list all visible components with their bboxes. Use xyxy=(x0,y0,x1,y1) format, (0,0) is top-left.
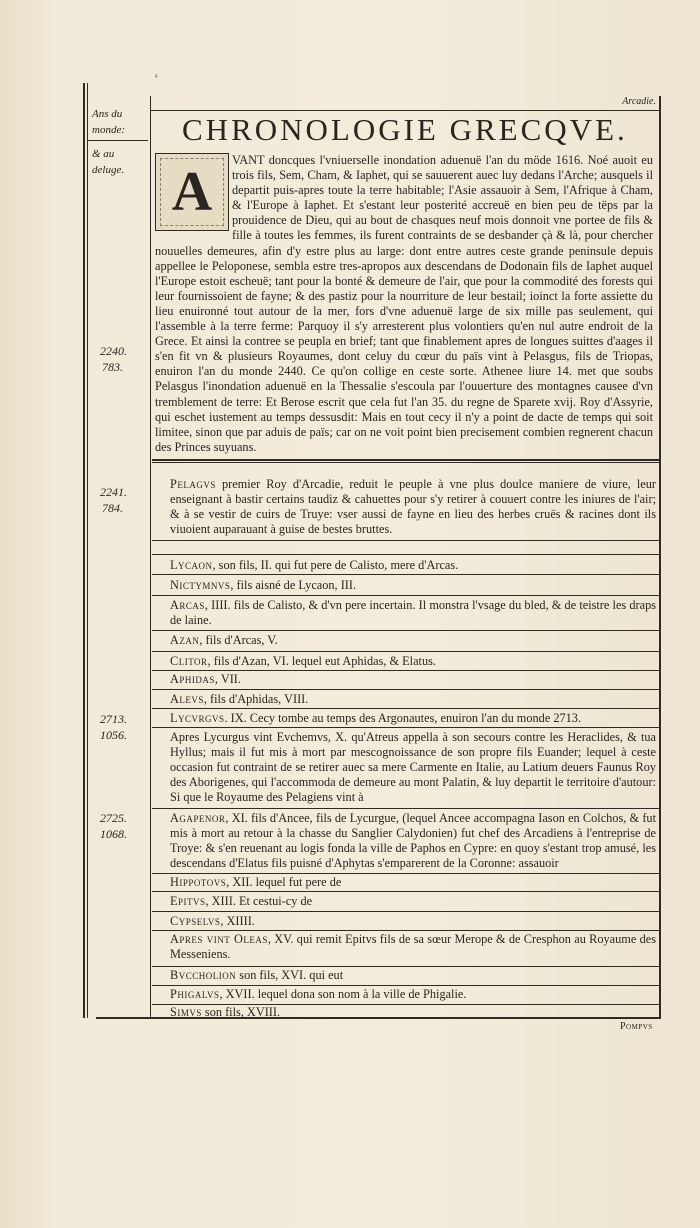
entry-rule xyxy=(152,554,659,555)
entry-simus xyxy=(170,1005,656,1020)
entry-text: , fils aisné de Lycaon, III. xyxy=(230,578,357,592)
entry-rule xyxy=(152,930,659,931)
king-name: Simvs xyxy=(170,1005,202,1019)
king-name: Hippotovs xyxy=(170,875,227,889)
year-deluge: 1068. xyxy=(100,827,127,841)
king-name: Lycaon xyxy=(170,558,213,572)
entry-clitor xyxy=(170,654,656,669)
entry-text: , XIII. Et cestui-cy de xyxy=(205,894,313,908)
frame-rule-left xyxy=(83,83,85,1018)
king-name: Arcas xyxy=(170,598,205,612)
entry-text: , IIII. fils de Calisto, & d'vn pere incertain. Il monstra l'vsage du bled, & de teistre les draps de laine. xyxy=(170,598,656,627)
king-name: Apres vint Oleas xyxy=(170,932,268,946)
entry-epitus xyxy=(170,894,656,909)
entry-rule xyxy=(152,985,659,986)
entry-text: , XI. fils d'Ancee, fils de Lycurgue, (lequel Ancee accompagna Iason en Colchos, & fut mis à mort au retour à la chasse du Sanglier Calydonien) fut chef des Arcadiens à l'entreprise de Troye: & s'en reuenant au logis fonda la ville de Paphos en Cypre: en quoy s'estant trop amusé, les descendans d'Elatus fils puisné d'Aphytas s'emparerent de la Coronne: assauoir xyxy=(170,811,656,870)
frame-rule-right xyxy=(659,96,661,1017)
catchword: Pompvs xyxy=(620,1021,653,1032)
king-name: Epitvs xyxy=(170,894,206,908)
entry-text: son fils, XVI. qui eut xyxy=(236,968,344,982)
king-name: Lycvrgvs xyxy=(170,711,225,725)
entry-rule xyxy=(152,808,659,809)
king-name: Bvccholion xyxy=(170,968,237,982)
year-deluge: 783. xyxy=(102,360,123,374)
king-name: Aphidas xyxy=(170,672,215,686)
entry-nictymnus xyxy=(170,578,656,593)
margin-heading-rule xyxy=(88,140,148,141)
entry-text: , fils d'Azan, VI. lequel eut Aphidas, & Elatus. xyxy=(207,654,436,668)
entry-text: , son fils, II. qui fut pere de Calisto, mere d'Arcas. xyxy=(212,558,459,572)
entry-oleas xyxy=(170,932,656,962)
king-name: Nictymnvs xyxy=(170,578,231,592)
entry-cypselus xyxy=(170,914,656,929)
frame-rule-top xyxy=(150,110,660,111)
entry-phigalus xyxy=(170,987,656,1002)
entry-hippotous xyxy=(170,875,656,890)
ink-mark: ‘ xyxy=(154,72,159,87)
king-name: Alevs xyxy=(170,692,204,706)
year-world: 2725. xyxy=(100,811,127,825)
entry-rule xyxy=(152,727,659,728)
entry-rule xyxy=(152,873,659,874)
entry-text: , VII. xyxy=(214,672,241,686)
margin-year xyxy=(100,484,150,516)
king-name: Pelagvs xyxy=(170,477,216,491)
entry-aphidas xyxy=(170,672,656,687)
entry-rule xyxy=(152,891,659,892)
margin-year xyxy=(100,343,150,375)
page-title: CHRONOLOGIE GRECQVE. xyxy=(182,112,628,147)
king-name: Phigalvs xyxy=(170,987,220,1001)
entry-rule xyxy=(152,540,659,541)
entry-azan xyxy=(170,633,656,648)
entry-rule xyxy=(152,966,659,967)
king-name: Azan xyxy=(170,633,200,647)
entry-text: premier Roy d'Arcadie, reduit le peuple à vne plus doulce maniere de viure, leur enseignant à bastir certains taudiz & cahuettes pour s'y retirer à couuert contre les iniures de l'air; & à se vestir de cuirs de Truye: vser aussi de fayne en lieu des herbes cruës & racines dont ils viuoient auparauant à guise de bestes bruttes. xyxy=(170,477,656,537)
entry-text: , fils d'Aphidas, VIII. xyxy=(203,692,309,706)
year-world: 2713. xyxy=(100,712,127,726)
entry-aleus xyxy=(170,692,656,707)
entry-rule xyxy=(152,630,659,631)
entry-pelagus xyxy=(170,477,656,537)
entry-text: , XVII. lequel dona son nom à la ville de Phigalie. xyxy=(219,987,467,1001)
entry-text: . IX. Cecy tombe au temps des Argonautes, enuiron l'an du monde 2713. xyxy=(224,711,582,725)
entry-euchemus xyxy=(170,730,656,805)
entry-rule xyxy=(152,708,659,709)
frame-rule-left-inner xyxy=(87,83,88,1018)
year-deluge: 784. xyxy=(102,501,123,515)
entry-text: Apres Lycurgus vint Evchemvs, X. qu'Atreus appella à son secours contre les Heraclides, & tua Hyllus; mais il fut mis à mort par mescognoissance de son propre fils Euander; lequel à ceste occasion fut contraint de se retirer auec sa mere Carmente en Italie, au Latium deuers Faunus Roy des Aborigenes, qui l'accommoda de demeure au mont Palatin, & luy departit le territoire d'autour: Si que le Royaume des Pelagiens vint à xyxy=(170,730,656,804)
entry-rule xyxy=(152,911,659,912)
margin-heading: Ans du monde: xyxy=(92,108,125,136)
king-name: Clitor xyxy=(170,654,208,668)
entry-buccholion xyxy=(170,968,656,983)
entry-text: , XV. qui remit Epitvs fils de sa sœur Merope & de Cresphon au Royaume des Messeniens. xyxy=(170,932,656,961)
running-head-region: Arcadie. xyxy=(622,96,656,107)
entry-text: son fils, XVIII. xyxy=(201,1005,281,1019)
entry-text: , XII. lequel fut pere de xyxy=(226,875,342,889)
margin-subheading: & au deluge. xyxy=(92,148,125,176)
section-rule xyxy=(152,459,659,461)
entry-lycurgus xyxy=(170,711,656,726)
year-deluge: 1056. xyxy=(100,728,127,742)
section-rule xyxy=(152,462,659,463)
entry-rule xyxy=(152,595,659,596)
margin-year xyxy=(100,810,150,842)
entry-rule xyxy=(152,574,659,575)
entry-agapenor xyxy=(170,811,656,871)
entry-lycaon xyxy=(170,558,656,573)
decorated-initial: A xyxy=(155,153,229,231)
entry-text: , XIIII. xyxy=(220,914,255,928)
intro-text: VANT doncques l'vniuerselle inondation aduenuë l'an du möde 1616. Noé auoit eu trois fils, Sem, Cham, & Iaphet, qui se sauuerent auec luy dedans l'Arche; ausquels il departit puis-apres toute la terre habitable; l'Asie assauoir à Sem, l'Afrique à Cham, & l'Europe à Iaphet. Et s'estant leur posterité accreuë en bien peu de tëps par la prouidence de Dieu, qui au bout de chasques neuf mois donnoit vne portee de fils & fille à toutes les femmes, ils furent contraints de se desbander çà & là, pour chercher nouuelles demeures, afin d'y estre plus au large: dont entre autres ceste grande peninsule depuis appellee le Peloponese, sembla estre tres-apropos aux descendans de Dodonain fils de Iaphet auquel l'Europe estoit escheuë; tant pour la bonté & demeure de l'air, que pour la commodité des forests qui leur fournissoient de fayne; & des pastiz pour la nourriture de leur bestail; ioinct la forte assiette du lieu enuironné tout autour de la mer, fors d'vne aduenuë large de six mille pas seulement, qui l'assemble à la terre ferme: Parquoy il s'y arresterent plus volontiers qu'en nul autre endroit de la Grece. Et ainsi la contree se peupla en brief; tant que finablement apres de longues suittes d'aages il s'en fit vn & plusieurs Royaumes, dont celuy du cœur du païs vint à Pelasgus, fils de Triopas, enuiron l'an du monde 2440. Ce qu'on collige en ceste sorte. Athenee liure 14. met que soubs Pelasgus l'inondation aduenuë en la Thessalie s'escoula par l'ouuerture des montagnes causee d'vn tremblement de terre: Et Berose escrit que cela fut l'an 35. du regne de Sparete xvij. Roy d'Assyrie, qui eschet iustement au temps dessusdit: Mais en tout cecy il n'y a point de dacte de temps qui soit limitee, sinon que par aduis de païs; car on ne voit point bien precisement combien regnerent chacun des Princes suyuans. xyxy=(155,153,653,454)
intro-paragraph xyxy=(155,153,653,455)
year-world: 2240. xyxy=(100,344,127,358)
frame-rule-margin xyxy=(150,96,151,1017)
entry-rule xyxy=(152,689,659,690)
king-name: Cypselvs xyxy=(170,914,221,928)
entry-arcas xyxy=(170,598,656,628)
king-name: Agapenor xyxy=(170,811,226,825)
entry-rule xyxy=(152,651,659,652)
entry-rule xyxy=(152,670,659,671)
margin-year xyxy=(100,711,150,743)
entry-text: , fils d'Arcas, V. xyxy=(199,633,278,647)
year-world: 2241. xyxy=(100,485,127,499)
